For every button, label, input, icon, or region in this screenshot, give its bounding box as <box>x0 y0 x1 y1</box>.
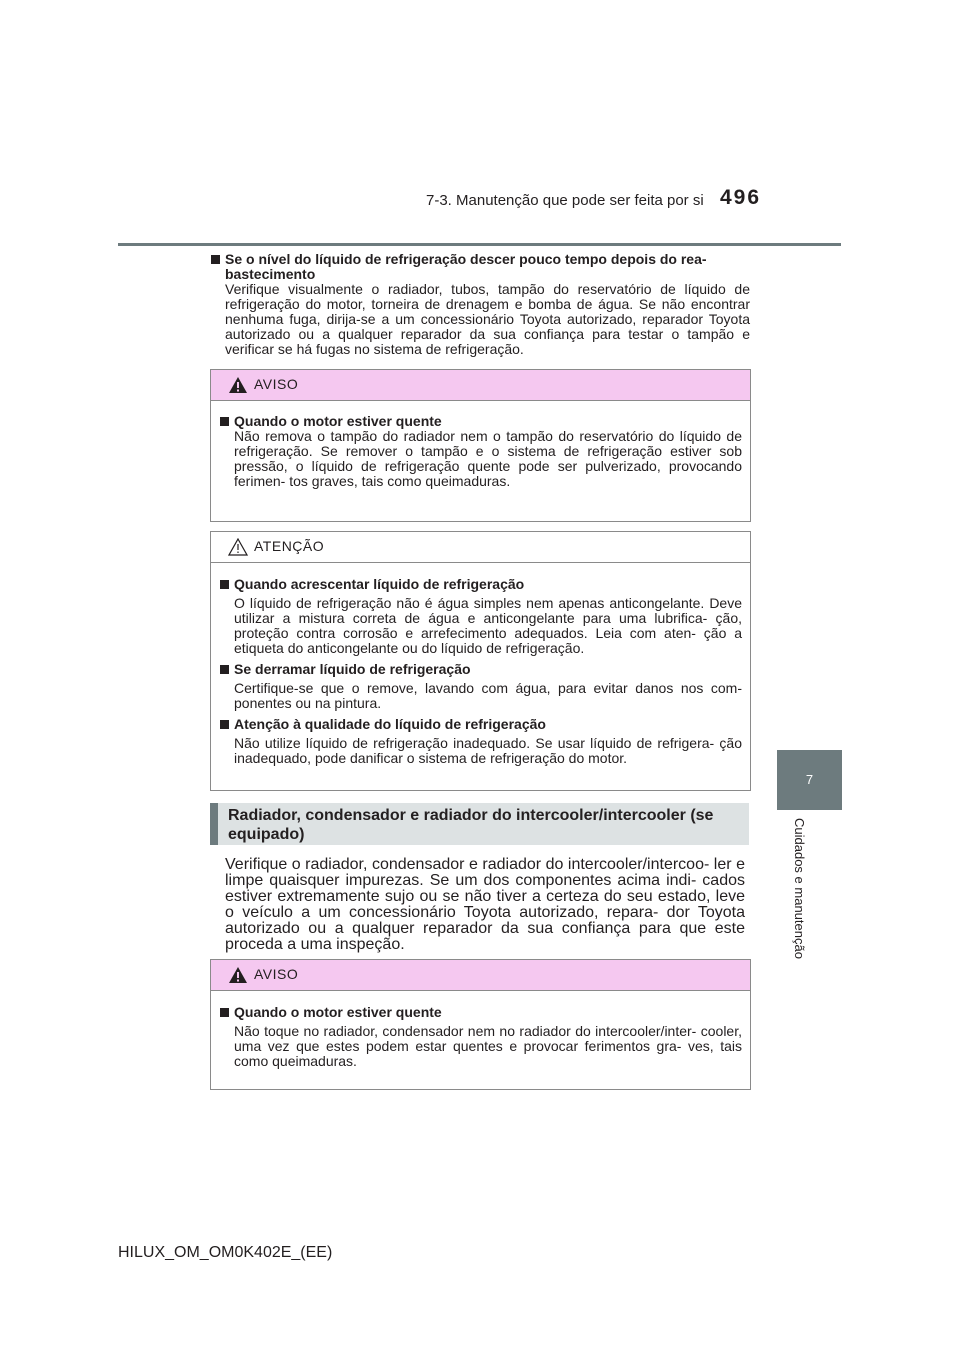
chapter-label: Cuidados e manutenção <box>792 818 807 959</box>
warning-box-2-body <box>211 991 750 1081</box>
notice-item-3-heading: Atenção à qualidade do líquido de refrigeração <box>219 717 742 732</box>
warning-box-2 <box>210 959 751 1090</box>
section-text: Verifique o radiador, condensador e radiador do intercooler/intercoo- ler e limpe quaisquer impurezas. Se um dos componentes acima indi- cados estiver extremamente sujo ou se não tiver a certeza do seu estado, leve o veículo a um concessionário Toyota autorizado, repara- dor Toyota autorizado ou a qualquer reparador da sua confiança para que este proceda a uma inspeção. <box>225 856 745 953</box>
warning-1-text: Não remova o tampão do radiador nem o tampão do reservatório do líquido de refrigeração. Se remover o tampão e o sistema de refrigeração estiver sob pressão, o líquido de refrigeração quente pode ser pulverizado, provocando ferimen- tos graves, tais como queimaduras. <box>234 428 742 489</box>
warning-box-2-header <box>211 960 750 991</box>
warning-1-heading: Quando o motor estiver quente <box>219 414 742 429</box>
warning-box-1 <box>210 369 751 522</box>
warning-label: AVISO <box>254 966 299 982</box>
notice-label: ATENÇÃO <box>254 538 325 554</box>
section-heading: Radiador, condensador e radiador do intercooler/intercooler (se equipado) <box>210 803 749 845</box>
page-number: 496 <box>720 186 762 209</box>
warning-icon <box>228 966 248 984</box>
warning-icon <box>228 376 248 394</box>
warning-box-1-body <box>211 401 750 501</box>
notice-item-1-heading: Quando acrescentar líquido de refrigeração <box>219 577 742 592</box>
notice-box-header <box>211 532 750 563</box>
intro-text: Verifique visualmente o radiador, tubos, tampão do reservatório de líquido de refrigeração do motor, torneira de drenagem e bomba de água. Se não encontrar nenhuma fuga, dirija-se a um concessionário Toyota autorizado, reparador Toyota autorizado ou a qualquer reparador da sua confiança para testar o tampão e verificar se há fugas no sistema de refrigeração. <box>225 281 750 357</box>
header-section-title: 7-3. Manutenção que pode ser feita por si <box>426 192 704 209</box>
warning-2-text: Não toque no radiador, condensador nem no radiador do intercooler/inter- cooler, uma vez que estes podem estar quentes e provocar ferimentos gra- ves, tais como queimaduras. <box>234 1023 742 1069</box>
document-code: HILUX_OM_OM0K402E_(EE) <box>118 1244 333 1261</box>
intro-heading: Se o nível do líquido de refrigeração descer pouco tempo depois do rea- bastecimento <box>210 252 750 282</box>
notice-item-1-text: O líquido de refrigeração não é água simples nem apenas anticongelante. Deve utilizar a mistura correta de água e anticongelante para uma lubrifica- ção, proteção contra corrosão e arrefecimento adequados. Leia com aten- ção a etiqueta do anticongelante ou do líquido de refrigeração. <box>234 595 742 656</box>
notice-item-2-text: Certifique-se que o remove, lavando com água, para evitar danos nos com- ponentes ou na pintura. <box>234 680 742 711</box>
warning-box-1-header <box>211 370 750 401</box>
notice-box-body <box>211 563 750 778</box>
chapter-tab: 7 <box>777 750 842 810</box>
notice-item-3-text: Não utilize líquido de refrigeração inadequado. Se usar líquido de refrigera- ção inadequado, pode danificar o sistema de refrigeração do motor. <box>234 735 742 766</box>
caution-icon <box>228 538 248 556</box>
notice-item-2-heading: Se derramar líquido de refrigeração <box>219 662 742 677</box>
notice-box <box>210 531 751 791</box>
header-divider <box>118 243 841 246</box>
warning-2-heading: Quando o motor estiver quente <box>219 1005 742 1020</box>
warning-label: AVISO <box>254 376 299 392</box>
intro-block <box>210 252 750 357</box>
